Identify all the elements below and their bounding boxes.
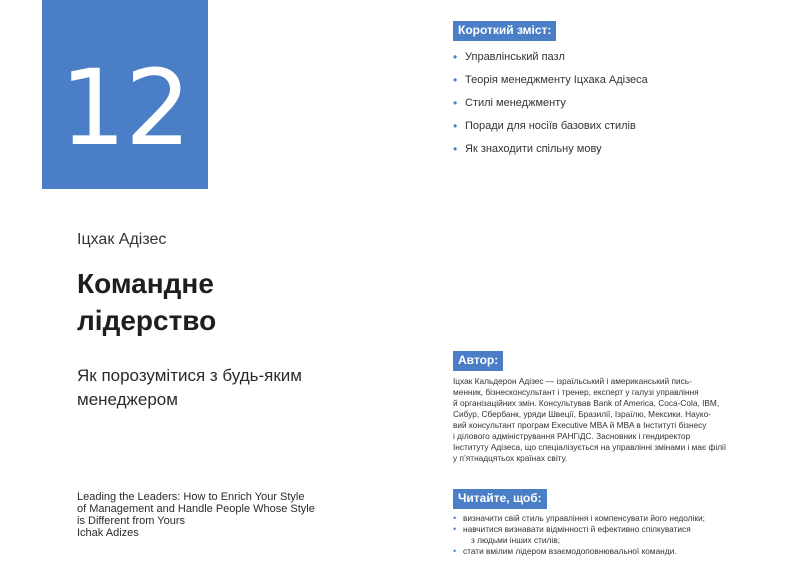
bullet-icon: •: [453, 546, 457, 556]
bullet-icon: •: [453, 50, 458, 64]
original-title-block: [77, 491, 377, 539]
book-title: [77, 265, 357, 339]
book-subtitle-line: менеджером: [77, 390, 178, 409]
chapter-number: 12: [59, 46, 191, 169]
author-bio-line: у п’ятнадцятьох країнах світу.: [453, 453, 568, 463]
author-bio-line: й організаційних змін. Консультував Bank of America, Coca-Cola, IBM,: [453, 398, 720, 408]
author-bio: [453, 376, 753, 464]
read-item-text: визначити свій стиль управління і компенсувати його недоліки;: [463, 513, 705, 523]
read-item: [453, 524, 773, 535]
read-list: [453, 513, 773, 557]
summary-item: [453, 96, 648, 119]
author-heading: Автор:: [453, 351, 503, 371]
bullet-icon: •: [453, 524, 457, 534]
summary-item: [453, 119, 648, 142]
author-bio-line: Іцхак Кальдерон Адізес — ізраїльський і американський пись-: [453, 376, 692, 386]
summary-item: [453, 73, 648, 96]
summary-item: [453, 50, 648, 73]
chapter-number-block: [42, 0, 208, 189]
book-title-line: лідерство: [77, 305, 217, 336]
original-title-line: of Management and Handle People Whose Style: [77, 503, 315, 515]
summary-heading: Короткий зміст:: [453, 21, 556, 41]
author-bio-line: вий консультант програм Executive MBA й MBA в Інституті бізнесу: [453, 420, 707, 430]
summary-item-text: Як знаходити спільну мову: [465, 143, 602, 155]
author-bio-line: і ділового адміністрування РАНГіДС. Засновник і гендиректор: [453, 431, 691, 441]
read-item-continuation: [453, 535, 773, 546]
summary-item-text: Управлінський пазл: [465, 51, 565, 63]
summary-item-text: Теорія менеджменту Іцхака Адізеса: [465, 74, 648, 86]
read-item: [453, 546, 773, 557]
summary-list: [453, 50, 648, 165]
bullet-icon: •: [453, 73, 458, 87]
bullet-icon: •: [453, 96, 458, 110]
book-subtitle: [77, 364, 377, 412]
author-bio-line: Інституту Адізеса, що спеціалізується на управлінні змінами і має філії: [453, 442, 727, 452]
original-author-line: Ichak Adizes: [77, 527, 139, 539]
book-title-line: Командне: [77, 268, 214, 299]
author-bio-line: менник, бізнесконсультант і тренер, експерт у галузі управління: [453, 387, 699, 397]
book-subtitle-line: Як порозумітися з будь-яким: [77, 366, 302, 385]
summary-item-text: Поради для носіїв базових стилів: [465, 120, 636, 132]
book-author: Іцхак Адізес: [77, 231, 167, 248]
read-heading: Читайте, щоб:: [453, 489, 547, 509]
bullet-icon: •: [453, 142, 458, 156]
author-bio-line: Сибур, Сбербанк, уряди Швеції, Бразилії, Ізраїлю, Мексики. Науко-: [453, 409, 711, 419]
summary-item-text: Стилі менеджменту: [465, 97, 566, 109]
summary-item: [453, 142, 648, 165]
read-item-text: стати вмілим лідером взаємодоповнювальної команди.: [463, 546, 677, 556]
read-item-text: з людьми інших стилів;: [471, 535, 560, 545]
bullet-icon: •: [453, 119, 458, 133]
original-title-line: is Different from Yours: [77, 515, 186, 527]
bullet-icon: •: [453, 513, 457, 523]
read-item: [453, 513, 773, 524]
original-title-line: Leading the Leaders: How to Enrich Your Style: [77, 491, 305, 503]
read-item-text: навчитися визнавати відмінності й ефективно спілкуватися: [463, 524, 691, 534]
